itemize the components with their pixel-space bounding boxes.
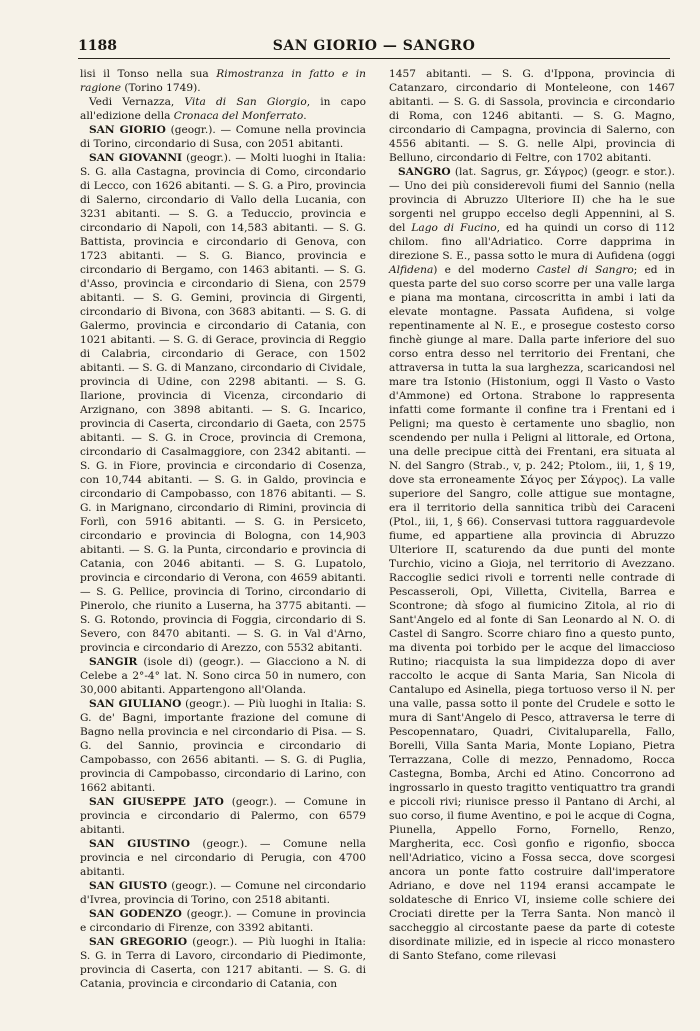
entry-text: , ed ha quindi un corso di 112 chilom. fino all'Adriatico. Corre dapprima in direzione S. E., passa sotto le mura di Aufidena (oggi — [389, 222, 675, 262]
entry-headword: SANGIR — [89, 656, 138, 668]
entry-text: ) e del moderno — [433, 264, 537, 276]
entry-italic: Rimostranza in fatto e in ragione — [80, 68, 367, 94]
entry-text: Vedi Vernazza, — [89, 96, 185, 108]
entry-italic: Castel di Sangro — [536, 264, 634, 276]
entry-text: (lat. Sagrus, gr. Σάγρος) (geogr. e stor.). — Uno dei più considerevoli fiumi del Sannio (nella provincia di Abruzzo Ulteriore II) che ha le sue sorgenti nel gruppo eccelso degli Appennini, al S. del — [389, 166, 675, 234]
dictionary-entry — [389, 67, 675, 165]
entry-italic: Cronaca del Monferrato — [173, 110, 304, 122]
entry-headword: SAN GREGORIO — [89, 936, 188, 948]
entry-text: (geogr.). — Comune in provincia e circondario di Palermo, con 6579 abitanti. — [80, 796, 366, 836]
entry-text: (Torino 1749). — [121, 82, 201, 94]
entry-text: , in capo all'edizione della — [80, 96, 366, 122]
dictionary-entry — [80, 907, 366, 935]
running-title: SAN GIORIO — SANGRO — [272, 38, 476, 54]
left-column — [80, 67, 366, 991]
entry-headword: SAN GIUSEPPE JATO — [89, 796, 224, 808]
dictionary-entry — [80, 123, 366, 151]
entry-headword: SAN GIORIO — [89, 124, 166, 136]
dictionary-entry — [80, 935, 366, 991]
dictionary-entry — [80, 151, 366, 655]
entry-headword: SAN GIOVANNI — [89, 152, 182, 164]
entry-text: (geogr.). — Comune nella provincia e nel circondario di Perugia, con 4700 abitanti. — [80, 838, 366, 878]
entry-text: (geogr.). — Comune nel circondario d'Ivrea, provincia di Torino, con 2518 abitanti. — [80, 880, 366, 906]
entry-headword: SAN GIUSTINO — [89, 838, 190, 850]
entry-text: 1457 abitanti. — S. G. d'Ippona, provincia di Catanzaro, circondario di Monteleone, con 1467 abitanti. — S. G. di Sassola, provincia e circondario di Roma, con 1246 abitanti. — S. G. Magno, circondario di Campagna, provincia di Salerno, con 4556 abitanti. — S. G. nelle Alpi, provincia di Belluno, circondario di Feltre, con 1702 abitanti. — [389, 68, 675, 164]
page-number: 1188 — [78, 38, 117, 54]
dictionary-entry — [389, 165, 675, 963]
dictionary-entry — [80, 95, 366, 123]
entry-headword: SAN GODENZO — [89, 908, 182, 920]
entry-headword: SAN GIULIANO — [89, 698, 182, 710]
entry-text: lisi il Tonso nella sua — [80, 68, 217, 80]
entry-text: . — [303, 110, 307, 122]
entry-text: ; ed in questa parte del suo corso scorre per una valle larga e piana ma montana, circoscritta in ambi i lati da elevate montagne. Passata Aufidena, si volge repentinamente al N. E., e prosegue costesto corso finchè giunge al mare. Dalla parte inferiore del suo corso entra desso nel territorio dei Frentani, che attraversa in tutta la sua larghezza, scaricandosi nel mare tra Istonio (Histonium, oggi Il Vasto o Vasto d'Ammone) ed Ortona. Strabone lo rappresenta infatti come formante il confine tra i Frentani ed i Peligni; ma questo è certamente uno sbaglio, non scendendo per nulla i Peligni al littorale, ed Ortona, una delle precipue città dei Frentani, era situata al N. del Sangro (Strab., v, p. 242; Ptolom., iii, 1, § 19, dove sta erroneamente Σάγος per Σάγρος). La valle superiore del Sangro, colle attigue sue montagne, era il territorio della sannitica tribù dei Caraceni (Ptol., iii, 1, § 66). Conservasi tuttora ragguardevole fiume, ed appartiene alla provincia di Abruzzo Ulteriore II, scaturendo da due punti del monte Turchio, vicino a Gioja, nel territorio di Avezzano. Raccoglie sedici rivoli e torrenti nelle contrade di Pescasseroli, Opi, Villetta, Civitella, Barrea e Scontrone; dà sfogo al fiumicino Zitola, al rio di Sant'Angelo ed al fonte di San Leonardo al N. O. di Castel di Sangro. Scorre chiaro fino a questo punto, ma diventa poi torbido per le acque del limaccioso Rutino; riacquista la sua limpidezza dopo di aver raccolto le acque di Santa Maria, San Nicola di Cantalupo ed Asinella, piega tortuoso verso il N. per una valle, passa sotto il ponte del Crudele e sotto le mura di Sant'Angelo di Pesco, attraversa le terre di Pescopennataro, Quadri, Civitaluparella, Fallo, Borelli, Villa Santa Maria, Monte Lopiano, Pietra Terrazzana, Colle di mezzo, Pennadomo, Rocca Castegna, Bomba, Archi ed Atino. Concorrono ad ingrossarlo in questo tragitto ventiquattro tra grandi e piccoli rivi; riunisce presso il Pantano di Archi, al suo corso, il fiume Aventino, e poi le acque di Cogna, Piunella, Appello Forno, Fornello, Renzo, Margherita, ecc. Così gonfio e rigonfio, sbocca nell'Adriatico, vicino a Fossa secca, dove scorgesi ancora un ponte fatto costruire dall'imperatore Adriano, e dove nel 1194 eransi accampate le soldatesche di Enrico VI, insieme colle schiere dei Crociati dirette per la Terra Santa. Non mancò il saccheggio al circostante paese da parte di coteste disordinate milizie, ed in ispecie al ricco monastero di Santo Stefano, come rilevasi — [389, 264, 675, 962]
entry-text: (geogr.). — Più luoghi in Italia: S. G. in Terra di Lavoro, circondario di Piedimonte, provincia di Caserta, con 1217 abitanti. — S. G. di Catania, provincia e circondario di Catania, con — [80, 936, 366, 990]
entry-text: (geogr.). — Più luoghi in Italia: S. G. de' Bagni, importante frazione del comune di Bagno nella provincia e nel circondario di Pisa. — S. G. del Sannio, provincia e circondario di Campobasso, con 2656 abitanti. — S. G. di Puglia, provincia di Campobasso, circondario di Larino, con 1662 abitanti. — [80, 698, 366, 794]
dictionary-entry — [80, 697, 366, 795]
entry-italic: Lago di Fucino — [411, 222, 497, 234]
entry-text: (isole di) (geogr.). — Giacciono a N. di Celebe a 2°-4° lat. N. Sono circa 50 in numero, con 30,000 abitanti. Appartengono all'Olanda. — [80, 656, 366, 696]
entry-italic: Alfidena — [389, 264, 434, 276]
entry-headword: SAN GIUSTO — [89, 880, 168, 892]
entry-text: (geogr.). — Molti luoghi in Italia: S. G. alla Castagna, provincia di Como, circondario di Lecco, con 1626 abitanti. — S. G. a Piro, provincia di Salerno, circondario di Vallo della Lucania, con 3231 abitanti. — S. G. a Teduccio, provincia e circondario di Napoli, con 14,583 abitanti. — S. G. Battista, provincia e circondario di Genova, con 1723 abitanti. — S. G. Bianco, provincia e circondario di Bergamo, con 1463 abitanti. — S. G. d'Asso, provincia e circondario di Siena, con 2579 abitanti. — S. G. Gemini, provincia di Girgenti, circondario di Bivona, con 3683 abitanti. — S. G. di Galermo, provincia e circondario di Catania, con 1021 abitanti. — S. G. di Gerace, provincia di Reggio di Calabria, circondario di Gerace, con 1502 abitanti. — S. G. di Manzano, circondario di Cividale, provincia di Udine, con 2298 abitanti. — S. G. Ilarione, provincia di Vicenza, circondario di Arzignano, con 3898 abitanti. — S. G. Incarico, provincia di Caserta, circondario di Gaeta, con 2575 abitanti. — S. G. in Croce, provincia di Cremona, circondario di Casalmaggiore, con 2342 abitanti. — S. G. in Fiore, provincia e circondario di Cosenza, con 10,744 abitanti. — S. G. in Galdo, provincia e circondario di Campobasso, con 1876 abitanti. — S. G. in Marignano, circondario di Rimini, provincia di Forlì, con 5916 abitanti. — S. G. in Persiceto, circondario e provincia di Bologna, con 14,903 abitanti. — S. G. la Punta, circondario e provincia di Catania, con 2046 abitanti. — S. G. Lupatolo, provincia e circondario di Verona, con 4659 abitanti. — S. G. Pellice, provincia di Torino, circondario di Pinerolo, che riunito a Luserna, ha 3775 abitanti. — S. G. Rotondo, provincia di Foggia, circondario di S. Severo, con 8470 abitanti. — S. G. in Val d'Arno, provincia e circondario di Arezzo, con 5532 abitanti. — [80, 152, 366, 654]
entry-italic: Vita di San Giorgio — [184, 96, 307, 108]
page-header — [78, 36, 670, 59]
dictionary-entry — [80, 795, 366, 837]
dictionary-entry — [80, 837, 366, 879]
entry-headword: SANGRO — [398, 166, 451, 178]
entry-text: (geogr.). — Comune nella provincia di Torino, circondario di Susa, con 2051 abitanti. — [80, 124, 366, 150]
entry-text: (geogr.). — Comune in provincia e circondario di Firenze, con 3392 abitanti. — [80, 908, 366, 934]
dictionary-entry — [80, 879, 366, 907]
dictionary-entry — [80, 67, 366, 95]
dictionary-entry — [80, 655, 366, 697]
right-column — [389, 67, 675, 963]
